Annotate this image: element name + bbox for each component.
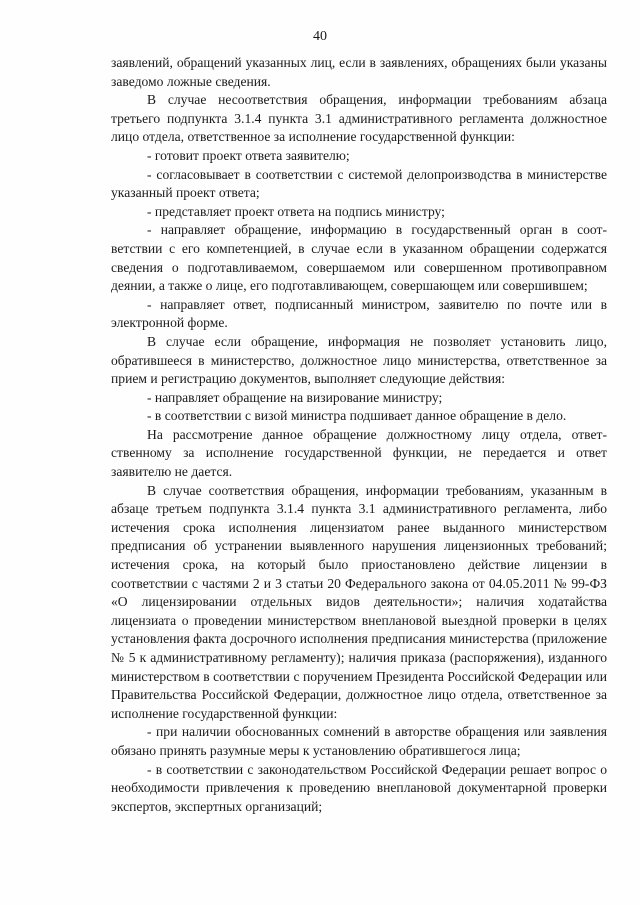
body-paragraph: В случае соответствия обращения, информации требованиям, указанным в абзаце третьем подпункта 3.1.4 пункта 3.1 административного регламента, либо истечения срока исполнения лицензиатом ранее выданного министерством предписания об устранении выявленного нарушения лицензионных требований; истечения срока, на который было приостановлено действие лицензии в соответствии с частями 2 и 3 статьи 20 Федерального закона от 04.05.2011 № 99-ФЗ «О лицензировании отдельных видов деятельности»; наличия ходатайства лицензиата о проведении министерством внеплановой выездной проверки в целях установления факта досрочного исполнения предписания министерства (приложение № 5 к административному регламенту); наличия приказа (распоряжения), изданного министерством в соответствии с поручением Президента Российской Федерации или Правительства Российской Федерации, должностное лицо отдела, ответственное за исполнение государственной функции:: [111, 482, 607, 721]
body-paragraph: В случае несоответствия обращения, информации требованиям абзаца третьего подпункта 3.1.4 пункта 3.1 административного регламента должностное лицо отдела, ответственное за исполнение государственной функции:: [111, 92, 607, 145]
body-paragraph: - в соответствии с визой министра подшивает данное обращение в дело.: [147, 408, 567, 424]
page-number: 40: [313, 29, 327, 44]
body-paragraph: - при наличии обоснованных сомнений в авторстве обращения или заявления обязано принять разумные меры к установлению обратившегося лица;: [111, 724, 607, 758]
body-paragraph: - представляет проект ответа на подпись министру;: [147, 203, 445, 219]
body-paragraph: На рассмотрение данное обращение должностному лицу отдела, ответственному за исполнение государственной функции, не передается и ответ заявителю не дается.: [111, 426, 607, 480]
body-paragraph: В случае если обращение, информация не позволяет установить лицо, обратившееся в министерство, должностное лицо министерства, ответственное за прием и регистрацию документов, выполняет следующие действия:: [111, 333, 607, 387]
body-paragraph: - согласовывает в соответствии с системой делопроизводства в министерстве указанный проект ответа;: [111, 166, 607, 201]
document-body: [111, 54, 607, 816]
body-paragraph: - направляет обращение на визирование министру;: [147, 389, 443, 405]
body-paragraph: заявлений, обращений указанных лиц, если в заявлениях, обращениях были указаны заведомо ложные сведения.: [111, 55, 607, 89]
body-paragraph: - направляет обращение, информацию в государственный орган в соответствии с его компетенцией, в случае если в указанном обращении содержатся сведения о подготавливаемом, совершаемом или совершенном противоправном деянии, а также о лице, его подготавливающем, совершающем или совершившем;: [111, 222, 607, 294]
body-paragraph: - готовит проект ответа заявителю;: [147, 147, 350, 163]
body-paragraph: - направляет ответ, подписанный министром, заявителю по почте или в электронной форме.: [111, 296, 607, 331]
body-paragraph: - в соответствии с законодательством Российской Федерации решает вопрос о необходимости привлечения к проведению внеплановой документарной проверки экспертов, экспертных организаций;: [111, 761, 607, 814]
